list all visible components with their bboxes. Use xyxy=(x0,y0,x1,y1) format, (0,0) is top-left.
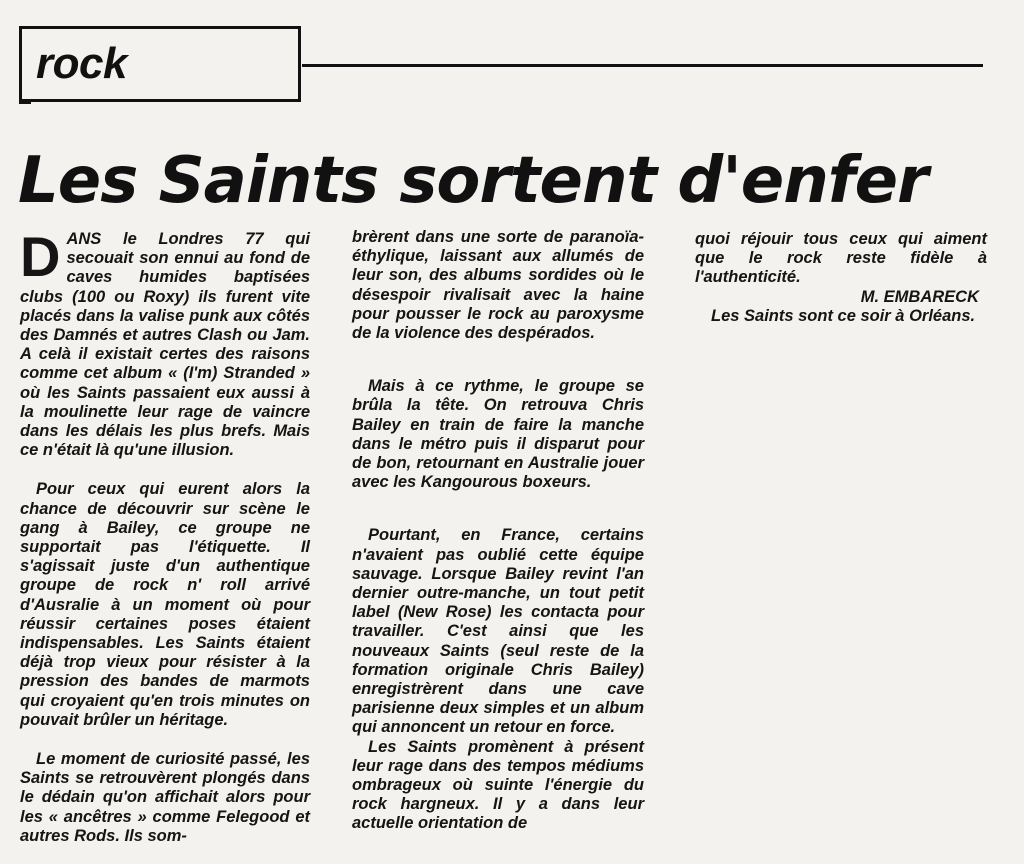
article-column-2 xyxy=(352,228,644,834)
article-column-1 xyxy=(20,225,310,846)
author-signature: M. EMBARECK xyxy=(860,287,979,306)
section-tag: rock xyxy=(36,39,127,88)
article-paragraph xyxy=(20,225,310,460)
section-rule xyxy=(302,64,983,67)
article-column-3 xyxy=(695,230,987,326)
article-paragraph: Les Saints promènent à présent leur rage dans des tempos médiums ombrageux où suinte l'énergie du rock hargneux. Il y a dans leur actuelle orientation de xyxy=(352,737,644,833)
article-paragraph: Mais à ce rythme, le groupe se brûla la tête. On retrouva Chris Bailey en train de faire la manche dans le métro puis il disparut pour de bon, retournant en Australie jouer avec les Kangourous boxeurs. xyxy=(352,377,644,492)
article-paragraph: Les Saints sont ce soir à Orléans. xyxy=(711,306,976,325)
paragraph-text: ANS le Londres 77 qui secouait son ennui au fond de caves humides baptisées clubs (100 ou Roxy) ils furent vite placés dans la valise punk aux côtés des Damnés et autres Clash ou Jam. A celà il existait certes des raisons comme cet album « (I'm) Stranded » où les Saints passaient eux aussi à la moulinette leur rage de vaincre dans les délais les plus brefs. Mais ce n'était là qu'une illusion. xyxy=(20,230,310,460)
headline: Les Saints sortent d'enfer xyxy=(18,144,928,218)
article-paragraph: brèrent dans une sorte de paranoïa-éthylique, laissant aux allumés de leur son, des albums sordides où le désespoir rivalisait avec la haine pour pousser le rock au paroxysme de la violence des despérados. xyxy=(352,228,644,343)
drop-cap: D xyxy=(20,225,61,288)
article-paragraph: Pourtant, en France, certains n'avaient pas oublié cette équipe sauvage. Lorsque Bailey revint l'an dernier outre-manche, un tout petit label (New Rose) les contacta pour travailler. C'est ainsi que les nouveaux Saints (seul reste de la formation originale Chris Bailey) enregistrèrent dans une cave parisienne deux simples et un album qui annoncent un retour en force. xyxy=(352,526,644,737)
article-paragraph: Pour ceux qui eurent alors la chance de découvrir sur scène le gang à Bailey, ce groupe ne supportait pas l'étiquette. Il s'agissait juste d'un authentique groupe de rock n' roll arrivé d'Ausralie à un moment où pour réussir certaines poses étaient indispensables. Les Saints étaient déjà trop vieux pour résister à la pression des bandes de marmots qui croyaient qu'en trois minutes on pouvait brûler un héritage. xyxy=(20,480,310,729)
article-paragraph: Le moment de curiosité passé, les Saints se retrouvèrent plongés dans le dédain qu'on affichait alors pour les « ancêtres » comme Felegood et autres Rods. Ils som- xyxy=(20,750,310,845)
article-paragraph: quoi réjouir tous ceux qui aiment que le rock reste fidèle à l'authenticité. xyxy=(695,230,987,287)
